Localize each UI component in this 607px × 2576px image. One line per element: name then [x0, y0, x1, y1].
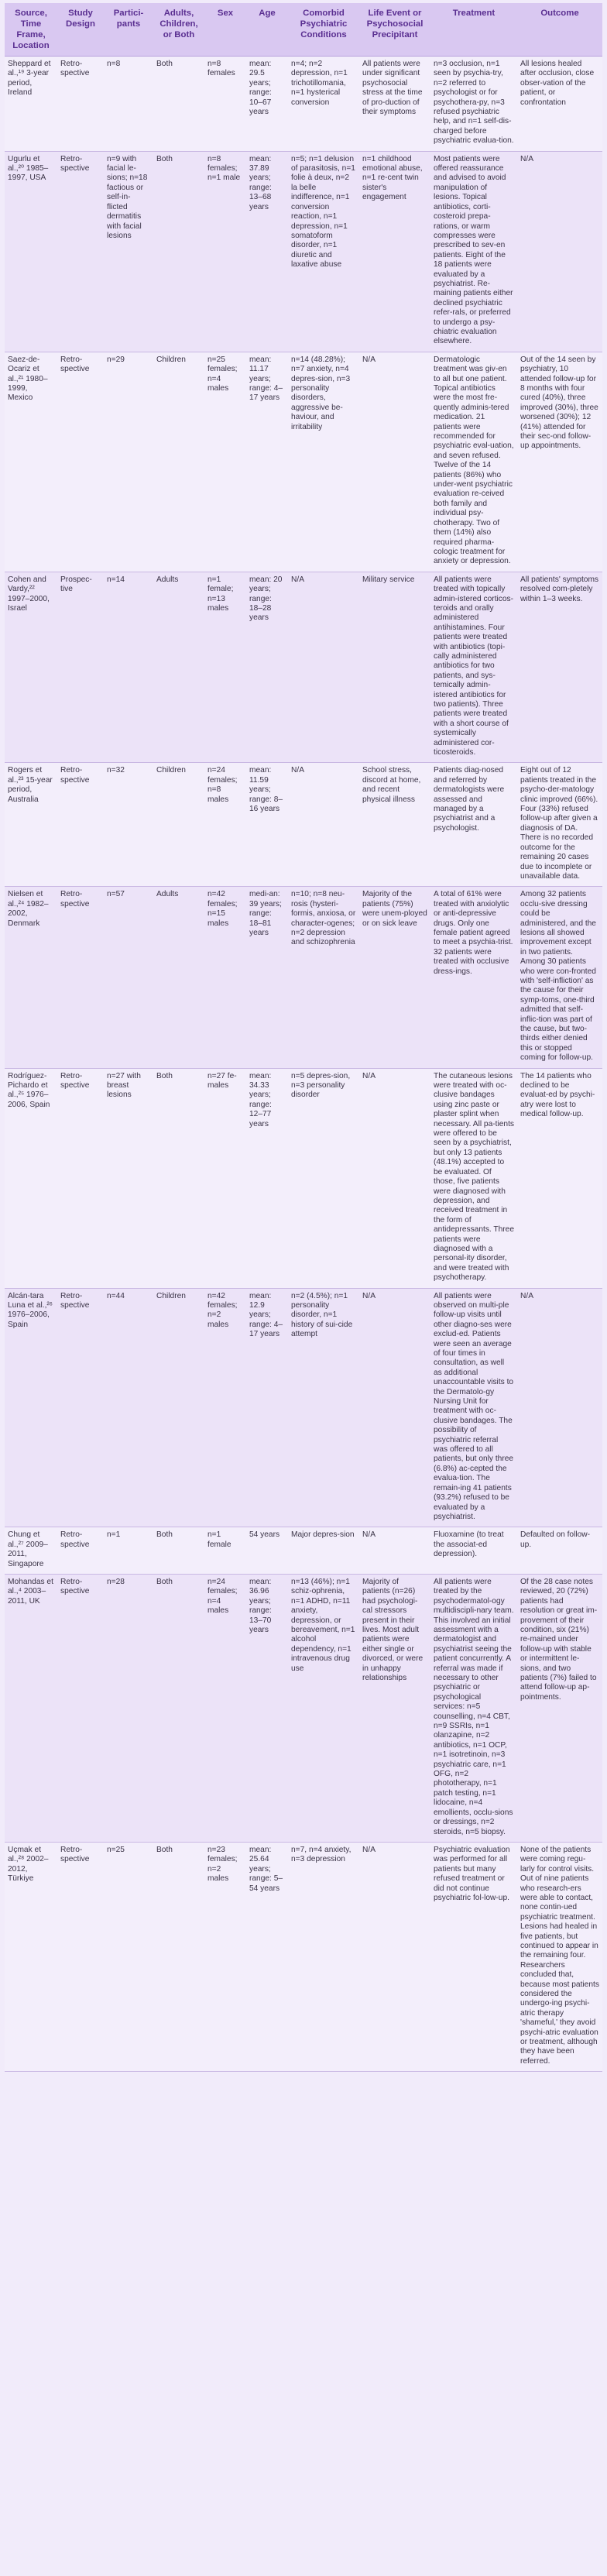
cell-comorbid: n=13 (46%); n=1 schiz-ophrenia, n=1 ADHD, n=11 anxiety, depression, or bereavement, n=1 alcohol dependency, n=1 intravenous drug use — [288, 1574, 359, 1842]
header-comorbid: Comorbid Psychiatric Conditions — [288, 3, 359, 57]
cell-participants: n=57 — [104, 887, 153, 1068]
cell-treatment: All patients were treated by the psychodermatol-ogy multidiscipli-nary team. This involved an initial assessment with a dermatologist and psychiatrist seeing the patient concurrently. A referral was made if necessary to other psychiatric or psychological services: n=5 counselling, n=4 CBT, n=9 SSRIs, n=1 olanzapine, n=2 antibiotics, n=1 OCP, n=1 isotretinoin, n=3 psychiatric care, n=1 OFG, n=2 phototherapy, n=1 patch testing, n=1 lidocaine, n=4 emollients, occlu-sions or dressings, n=2 steroids, n=5 biopsy. — [430, 1574, 517, 1842]
header-row — [5, 3, 602, 57]
cell-adults: Both — [153, 1527, 204, 1575]
cell-participants: n=27 with breast lesions — [104, 1068, 153, 1288]
cell-comorbid: Major depres-sion — [288, 1527, 359, 1575]
cell-treatment: The cutaneous lesions were treated with oc-clusive bandages using zinc paste or plaster splint when necessary. All pa-tients were offered to be seen by a psychiatrist, but only 13 patients (48.1%) accepted to be evaluated. Of those, five patients were diagnosed with depression, and received treatment in the form of antidepressants. Three patients were diagnosed with a personal-ity disorder, and were treated with psychotherapy. — [430, 1068, 517, 1288]
cell-comorbid: n=4; n=2 depression, n=1 trichotillomania, n=1 hysterical conversion — [288, 57, 359, 152]
cell-life-event: School stress, discord at home, and recent physical illness — [359, 763, 430, 887]
cell-outcome: N/A — [517, 1288, 602, 1527]
cell-participants: n=1 — [104, 1527, 153, 1575]
cell-treatment: n=3 occlusion, n=1 seen by psychia-try, n=2 referred to psychologist or for psychothera-py, n=3 refused psychiatric help, and n=1 self-dis-charged before psychiatric evalua-tion. — [430, 57, 517, 152]
cell-design: Retro-spective — [57, 151, 104, 352]
cell-outcome: N/A — [517, 151, 602, 352]
header-participants: Partici-pants — [104, 3, 153, 57]
header-source: Source, Time Frame, Location — [5, 3, 57, 57]
cell-adults: Both — [153, 57, 204, 152]
cell-comorbid: n=14 (48.28%); n=7 anxiety, n=4 depres-sion, n=3 personality disorders, aggressive be-haviour, and irritability — [288, 352, 359, 572]
table-row — [5, 1288, 602, 1527]
cell-sex: n=24 females; n=4 males — [204, 1574, 246, 1842]
cell-age: mean: 11.17 years; range: 4–17 years — [246, 352, 288, 572]
cell-design: Retro-spective — [57, 1574, 104, 1842]
table-row — [5, 57, 602, 152]
cell-participants: n=32 — [104, 763, 153, 887]
cell-age: mean: 20 years; range: 18–28 years — [246, 572, 288, 763]
table-header — [5, 3, 602, 57]
cell-sex: n=23 females; n=2 males — [204, 1842, 246, 2071]
cell-source: Alcán-tara Luna et al.,²⁶ 1976–2006, Spain — [5, 1288, 57, 1527]
cell-life-event: N/A — [359, 352, 430, 572]
cell-outcome: Eight out of 12 patients treated in the psycho-der-matology clinic improved (66%). Four (33%) refused follow-up after given a diagnosis of DA. There is no recorded outcome for the remaining 20 cases due to incomplete or unavailable data. — [517, 763, 602, 887]
cell-source: Uçmak et al.,²⁸ 2002–2012, Türkiye — [5, 1842, 57, 2071]
table-row — [5, 151, 602, 352]
cell-comorbid: n=5 depres-sion, n=3 personality disorder — [288, 1068, 359, 1288]
cell-participants: n=25 — [104, 1842, 153, 2071]
cell-age: mean: 12.9 years; range: 4–17 years — [246, 1288, 288, 1527]
cell-life-event: Majority of patients (n=26) had psychologi-cal stressors present in their lives. Most adult patients were either single or divorced, or were in unhappy relationships — [359, 1574, 430, 1842]
cell-adults: Children — [153, 1288, 204, 1527]
header-outcome: Outcome — [517, 3, 602, 57]
cell-source: Cohen and Vardy,²² 1997–2000, Israel — [5, 572, 57, 763]
header-adults: Adults, Children, or Both — [153, 3, 204, 57]
cell-comorbid: n=5; n=1 delusion of parasitosis, n=1 folie à deux, n=2 la belle indifference, n=1 conversion reaction, n=1 depression, n=1 somatoform disorder, n=1 diuretic and laxative abuse — [288, 151, 359, 352]
cell-design: Retro-spective — [57, 352, 104, 572]
cell-comorbid: n=7, n=4 anxiety, n=3 depression — [288, 1842, 359, 2071]
header-design: Study Design — [57, 3, 104, 57]
cell-treatment: A total of 61% were treated with anxiolytic or anti-depressive drugs. Only one female patient agreed to meet a psychia-trist. 32 patients were treated with occlusive dress-ings. — [430, 887, 517, 1068]
cell-participants: n=44 — [104, 1288, 153, 1527]
cell-outcome: Among 32 patients occlu-sive dressing could be administered, and the lesions all showed improvement except in two patients. Among 30 patients who were con-fronted with 'self-infliction' as the cause for their symp-toms, one-third admitted that self-inflic-tion was part of the cause, but two-thirds either denied this or stopped coming for follow-up. — [517, 887, 602, 1068]
cell-outcome: The 14 patients who declined to be evaluat-ed by psychi-atry were lost to medical follow-up. — [517, 1068, 602, 1288]
cell-life-event: Majority of the patients (75%) were unem-ployed or on sick leave — [359, 887, 430, 1068]
cell-age: mean: 25.64 years; range: 5–54 years — [246, 1842, 288, 2071]
table-body — [5, 57, 602, 2072]
cell-design: Retro-spective — [57, 57, 104, 152]
cell-treatment: Most patients were offered reassurance and advised to avoid manipulation of lesions. Topical antibiotics, corti-costeroid prepa-rations, or warm compresses were prescribed to sev-en patients. Eight of the 18 patients were evaluated by a psychiatrist. Re-maining patients either declined psychiatric refer-rals, or preferred to undergo a psy-chiatric evaluation elsewhere. — [430, 151, 517, 352]
cell-source: Chung et al.,²⁷ 2009–2011, Singapore — [5, 1527, 57, 1575]
cell-life-event: Military service — [359, 572, 430, 763]
cell-adults: Both — [153, 1068, 204, 1288]
cell-comorbid: N/A — [288, 572, 359, 763]
cell-design: Retro-spective — [57, 1842, 104, 2071]
header-age: Age — [246, 3, 288, 57]
cell-sex: n=8 females — [204, 57, 246, 152]
table-row — [5, 572, 602, 763]
cell-life-event: N/A — [359, 1527, 430, 1575]
cell-sex: n=1 female; n=13 males — [204, 572, 246, 763]
header-sex: Sex — [204, 3, 246, 57]
cell-sex: n=1 female — [204, 1527, 246, 1575]
cell-design: Retro-spective — [57, 1288, 104, 1527]
cell-participants: n=9 with facial le-sions; n=18 factious or self-in-flicted dermatitis with facial lesions — [104, 151, 153, 352]
cell-treatment: Dermatologic treatment was giv-en to all but one patient. Topical antibiotics were the most fre-quently adminis-tered medication. 21 patients were recommended for psychiatric eval-uation, and seven refused. Twelve of the 14 patients (86%) who under-went psychiatric evaluation re-ceived both family and individual psy-chotherapy. Two of them (14%) also required pharma-cologic treatment for anxiety or depression. — [430, 352, 517, 572]
cell-source: Rogers et al.,²³ 15-year period, Australia — [5, 763, 57, 887]
cell-sex: n=42 females; n=2 males — [204, 1288, 246, 1527]
table-row — [5, 1842, 602, 2071]
cell-comorbid: n=10; n=8 neu-rosis (hysteri-formis, anxiosa, or character-ogenes; n=2 depression and schizophrenia — [288, 887, 359, 1068]
cell-outcome: Out of the 14 seen by psychiatry, 10 attended follow-up for 8 months with four cured (40%), three improved (30%), three worsened (30%); 12 (41%) attended for their sec-ond follow-up appointments. — [517, 352, 602, 572]
table-row — [5, 1574, 602, 1842]
cell-life-event: All patients were under significant psychosocial stress at the time of pro-duction of their symptoms — [359, 57, 430, 152]
cell-design: Retro-spective — [57, 887, 104, 1068]
cell-outcome: All lesions healed after occlusion, close obser-vation of the patient, or confrontation — [517, 57, 602, 152]
cell-design: Retro-spective — [57, 1527, 104, 1575]
cell-outcome: All patients' symptoms resolved com-pletely within 1–3 weeks. — [517, 572, 602, 763]
cell-source: Sheppard et al.,¹⁹ 3-year period, Ireland — [5, 57, 57, 152]
header-life-event: Life Event or Psychosocial Precipitant — [359, 3, 430, 57]
cell-life-event: N/A — [359, 1842, 430, 2071]
header-treatment: Treatment — [430, 3, 517, 57]
cell-adults: Children — [153, 352, 204, 572]
cell-age: mean: 37.89 years; range: 13–68 years — [246, 151, 288, 352]
cell-sex: n=24 females; n=8 males — [204, 763, 246, 887]
cell-comorbid: N/A — [288, 763, 359, 887]
table-row — [5, 887, 602, 1068]
cell-sex: n=25 females; n=4 males — [204, 352, 246, 572]
cell-participants: n=28 — [104, 1574, 153, 1842]
cell-sex: n=8 females; n=1 male — [204, 151, 246, 352]
cell-comorbid: n=2 (4.5%); n=1 personality disorder, n=1 history of sui-cide attempt — [288, 1288, 359, 1527]
cell-source: Nielsen et al.,²⁴ 1982–2002, Denmark — [5, 887, 57, 1068]
cell-age: mean: 29.5 years; range: 10–67 years — [246, 57, 288, 152]
cell-life-event: N/A — [359, 1068, 430, 1288]
cell-design: Prospec-tive — [57, 572, 104, 763]
cell-treatment: All patients were treated with topically admin-istered corticos-teroids and orally administered antihistamines. Four patients were treated with antibiotics (topi-cally administered antibiotics for two patients, and sys-temically admin-istered antibiotics for two patients). Three patients were treated with a short course of systemically administered cor-ticosteroids. — [430, 572, 517, 763]
cell-source: Mohandas et al.,⁴ 2003–2011, UK — [5, 1574, 57, 1842]
studies-table — [5, 3, 602, 2072]
cell-design: Retro-spective — [57, 1068, 104, 1288]
cell-participants: n=29 — [104, 352, 153, 572]
cell-adults: Both — [153, 151, 204, 352]
cell-outcome: None of the patients were coming regu-larly for control visits. Out of nine patients who research-ers were able to contact, none contin-ued psychiatric treatment. Lesions had healed in five patients, but continued to appear in the remaining four. Researchers concluded that, because most patients considered the undergo-ing psychi-atric therapy 'shameful,' they avoid psychi-atric evaluation or treatment, although they have been referred. — [517, 1842, 602, 2071]
cell-age: mean: 11.59 years; range: 8–16 years — [246, 763, 288, 887]
table-row — [5, 763, 602, 887]
cell-adults: Adults — [153, 572, 204, 763]
cell-age: mean: 34.33 years; range: 12–77 years — [246, 1068, 288, 1288]
cell-treatment: Psychiatric evaluation was performed for all patients but many refused treatment or did not continue psychiatric fol-low-up. — [430, 1842, 517, 2071]
cell-outcome: Of the 28 case notes reviewed, 20 (72%) patients had resolution or great im-provement of their condition, six (21%) re-mained under follow-up with stable or intermittent le-sions, and two patients (7%) failed to attend follow-up ap-pointments. — [517, 1574, 602, 1842]
cell-source: Rodríguez-Pichardo et al.,²⁵ 1976–2006, Spain — [5, 1068, 57, 1288]
cell-adults: Children — [153, 763, 204, 887]
cell-participants: n=8 — [104, 57, 153, 152]
cell-adults: Both — [153, 1842, 204, 2071]
cell-participants: n=14 — [104, 572, 153, 763]
cell-life-event: n=1 childhood emotional abuse, n=1 re-cent twin sister's engagement — [359, 151, 430, 352]
cell-age: medi-an: 39 years; range: 18–81 years — [246, 887, 288, 1068]
table-row — [5, 1068, 602, 1288]
cell-design: Retro-spective — [57, 763, 104, 887]
cell-sex: n=27 fe-males — [204, 1068, 246, 1288]
cell-source: Saez-de-Ocariz et al.,²¹ 1980–1999, Mexico — [5, 352, 57, 572]
cell-adults: Adults — [153, 887, 204, 1068]
cell-treatment: Patients diag-nosed and referred by dermatologists were assessed and managed by a psychiatrist and a psychologist. — [430, 763, 517, 887]
table-row — [5, 1527, 602, 1575]
cell-source: Ugurlu et al.,²⁰ 1985–1997, USA — [5, 151, 57, 352]
cell-outcome: Defaulted on follow-up. — [517, 1527, 602, 1575]
cell-age: 54 years — [246, 1527, 288, 1575]
cell-adults: Both — [153, 1574, 204, 1842]
table-row — [5, 352, 602, 572]
cell-treatment: Fluoxamine (to treat the associat-ed depression). — [430, 1527, 517, 1575]
cell-life-event: N/A — [359, 1288, 430, 1527]
cell-treatment: All patients were observed on multi-ple follow-up visits until other diagno-ses were exclud-ed. Patients were seen an average of four times in consultation, as well as additional unaccountable visits to the Dermatolo-gy Nursing Unit for treatment with oc-clusive bandages. The possibility of psychiatric referral was offered to all patients, but only three (6.8%) ac-cepted the evalua-tion. The remain-ing 41 patients (93.2%) refused to be evaluated by a psychiatrist. — [430, 1288, 517, 1527]
cell-sex: n=42 females; n=15 males — [204, 887, 246, 1068]
cell-age: mean: 36.96 years; range: 13–70 years — [246, 1574, 288, 1842]
